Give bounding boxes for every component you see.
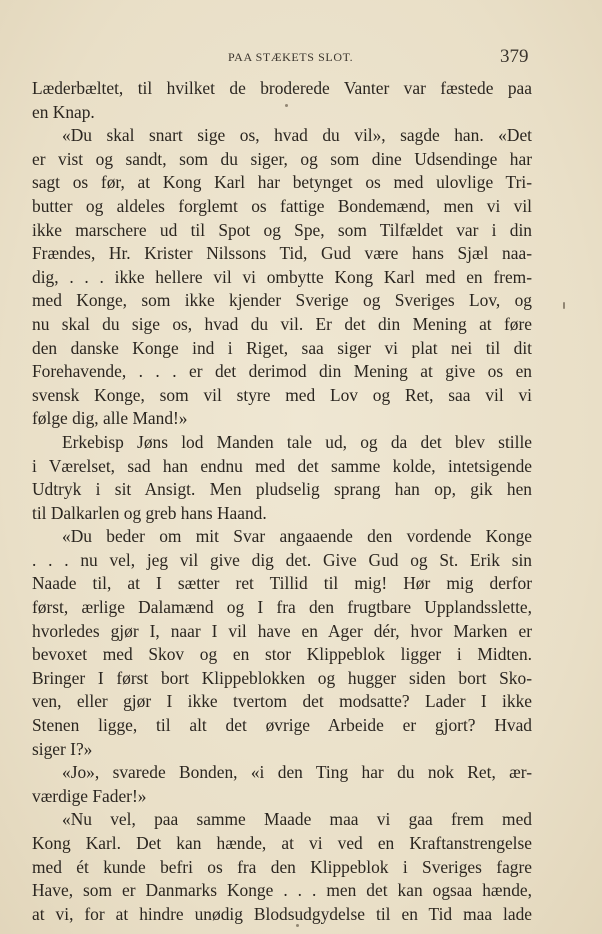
text-line: . . . nu vel, jeg vil give dig det. Give Gud og St. Erik sin — [32, 549, 532, 570]
text-line: med Konge, som ikke kjender Sverige og Sveriges Lov, og — [32, 290, 532, 311]
text-line: ikke marschere ud til Spot og Spe, som Tilfældet var i din — [32, 219, 532, 240]
print-speck — [285, 104, 288, 107]
text-line: følge dig, alle Mand!» — [32, 408, 188, 429]
text-line: Kong Karl. Det kan hænde, at vi ved en Kraftanstrengelse — [32, 833, 532, 853]
text-line: Have, som er Danmarks Konge . . . men det kan ogsaa hænde, — [32, 880, 532, 901]
text-line: Udtryk i sit Ansigt. Men pludselig sprang han op, gik hen — [32, 479, 532, 500]
text-line: at vi, for at hindre unødig Blodsudgydelse til en Tid maa lade — [32, 903, 532, 924]
text-line: først, ærlige Dalamænd og I fra den frugtbare Upplandsslette, — [32, 597, 532, 618]
text-line: Erkebisp Jøns lod Manden tale ud, og da det blev stille — [62, 431, 532, 452]
text-line: sagt os før, at Kong Karl har betynget os med ulovlige Tri- — [32, 172, 532, 193]
text-line: værdige Fader!» — [32, 785, 147, 806]
text-line: til Dalkarlen og greb hans Haand. — [32, 502, 267, 523]
text-line: med ét kunde befri os fra den Klippeblok i Sveriges fagre — [32, 856, 532, 877]
text-line: nu skal du sige os, hvad du vil. Er det din Mening at føre — [32, 313, 532, 334]
text-line: den danske Konge ind i Riget, saa siger vi plat nei til dit — [32, 337, 532, 358]
text-line: Læderbæltet, til hvilket de broderede Vanter var fæstede paa — [32, 78, 532, 98]
text-line: bevoxet med Skov og en stor Klippeblok ligger i Midten. — [32, 644, 532, 665]
print-speck — [563, 302, 565, 309]
text-line: hvorledes gjør I, naar I vil have en Ager dér, hvor Marken er — [32, 620, 532, 641]
text-line: siger I?» — [32, 738, 93, 759]
page-number: 379 — [500, 46, 529, 67]
text-line: Stenen ligge, til alt det øvrige Arbeide er gjort? Hvad — [32, 715, 532, 736]
text-line: ven, eller gjør I ikke tvertom det modsatte? Lader I ikke — [32, 691, 532, 712]
text-line: butter og aldeles forglemt os fattige Bondemænd, men vi vil — [32, 195, 532, 216]
text-line: svensk Konge, som vil styre med Lov og Ret, saa vil vi — [32, 384, 532, 405]
page-header — [0, 44, 602, 74]
body-text — [32, 77, 532, 926]
text-line: Frændes, Hr. Krister Nilssons Tid, Gud være hans Sjæl naa- — [32, 243, 532, 264]
text-line: «Du beder om mit Svar angaaende den vordende Konge — [62, 526, 532, 547]
text-line: Forehavende, . . . er det derimod din Mening at give os en — [32, 361, 532, 382]
text-line: er vist og sandt, som du siger, og som dine Udsendinge har — [32, 148, 532, 169]
print-speck — [296, 924, 299, 927]
text-line: «Jo», svarede Bonden, «i den Ting har du nok Ret, ær- — [62, 762, 532, 783]
text-line: Naade til, at I sætter ret Tillid til mig! Hør mig derfor — [32, 573, 532, 594]
running-head: PAA STÆKETS SLOT. — [228, 50, 354, 64]
text-line: dig, . . . ikke hellere vil vi ombytte Kong Karl med en frem- — [32, 266, 532, 287]
text-line: «Du skal snart sige os, hvad du vil», sagde han. «Det — [62, 125, 532, 146]
text-line: Bringer I først bort Klippeblokken og hugger siden bort Sko- — [32, 667, 532, 688]
text-line: i Værelset, sad han endnu med det samme kolde, intetsigende — [32, 455, 532, 476]
text-line: «Nu vel, paa samme Maade maa vi gaa frem med — [62, 809, 532, 830]
text-line: en Knap. — [32, 101, 95, 122]
